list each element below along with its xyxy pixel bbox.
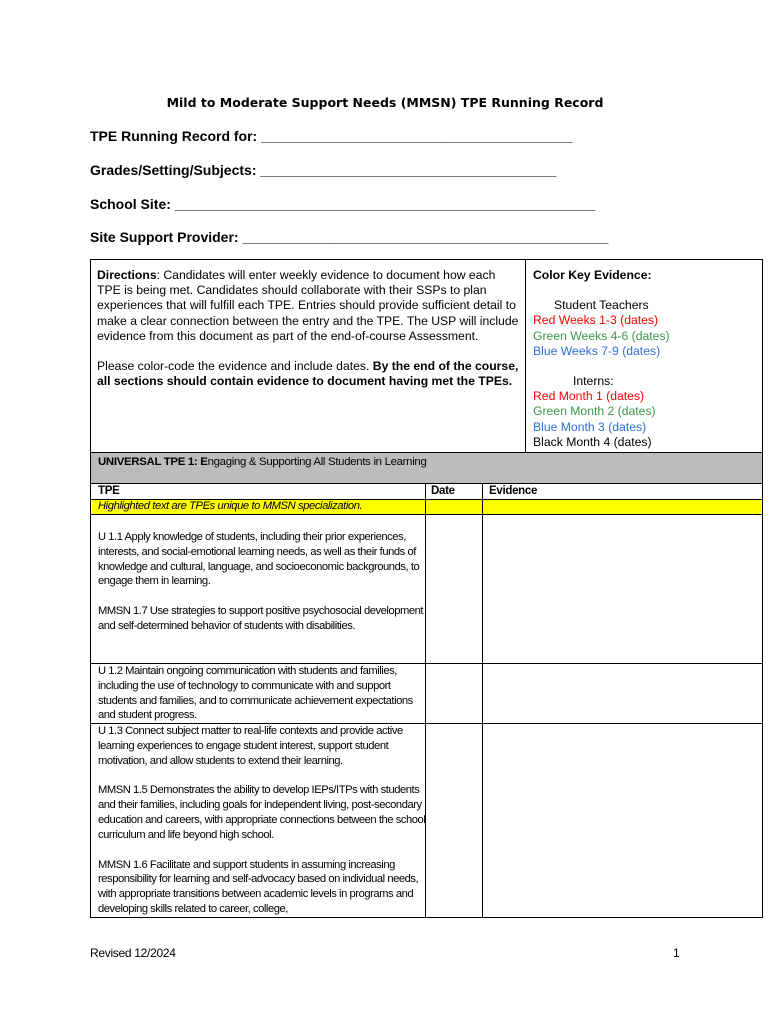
color-key-heading: Color Key Evidence: xyxy=(533,268,652,282)
directions-body: : Candidates will enter weekly evidence to document how each TPE is being met. Candidates should collaborate with their SSPs to plan experiences that will fulfill each TPE. Entries should provide sufficient detail to make a clear connection between the entry and the TPE. The USP will include evidence from this document as part of the end-of-course Assessment. xyxy=(97,268,519,343)
section-label-bold: UNIVERSAL TPE 1: E xyxy=(98,456,208,468)
tpe-item: U 1.2 Maintain ongoing communication with students and families, including the use of technology to communicate with and support students and families, and to communicate achievement expectations and student progress. xyxy=(98,665,413,722)
table-row-1-tpe xyxy=(98,530,428,634)
running-record-for-field: TPE Running Record for: ________________________________________ xyxy=(90,128,573,144)
tpe-item: MMSN 1.7 Use strategies to support positive psychosocial development and self-determined behavior of students with disabilities. xyxy=(98,605,424,632)
color-key-entry: Green Weeks 4-6 (dates) xyxy=(533,328,670,343)
grades-setting-subjects-field: Grades/Setting/Subjects: ______________________________________ xyxy=(90,162,557,178)
directions-label: Directions xyxy=(97,268,157,282)
tpe-item: U 1.3 Connect subject matter to real-life contexts and provide active learning experiences to engage student interest, support student motivation, and allow students to extend their learning. xyxy=(98,725,403,767)
student-teachers-label: Student Teachers xyxy=(554,298,649,313)
color-key-entry: Blue Weeks 7-9 (dates) xyxy=(533,343,661,358)
page-number: 1 xyxy=(673,946,680,960)
end-of-course-requirement: By the end of the course, all sections should contain evidence to document having met the TPEs. xyxy=(97,359,519,389)
column-header-evidence: Evidence xyxy=(489,485,538,497)
school-site-field: School Site: ______________________________________________________ xyxy=(90,196,596,212)
table-row-2-tpe xyxy=(98,664,428,723)
color-key xyxy=(533,268,758,450)
revision-date: Revised 12/2024 xyxy=(90,946,176,960)
color-key-entry: Red Weeks 1-3 (dates) xyxy=(533,313,659,328)
color-key-entry: Green Month 2 (dates) xyxy=(533,404,656,419)
color-key-entry: Blue Month 3 (dates) xyxy=(533,419,647,434)
section-label-rest: ngaging & Supporting All Students in Learning xyxy=(207,456,427,468)
student-teachers-list xyxy=(533,313,758,359)
directions-text xyxy=(97,268,519,389)
site-support-provider-field: Site Support Provider: _______________________________________________ xyxy=(90,229,609,245)
highlight-note: Highlighted text are TPEs unique to MMSN specialization. xyxy=(98,500,363,512)
interns-list xyxy=(533,389,758,450)
tpe-item: MMSN 1.5 Demonstrates the ability to develop IEPs/ITPs with students and their families, including goals for independent living, post-secondary education and careers, with appropriate connections between the school curriculum and life beyond high school. xyxy=(98,784,426,841)
directions-divider xyxy=(525,260,526,452)
tpe-item: U 1.1 Apply knowledge of students, including their prior experiences, interests, and social-emotional learning needs, as well as their funds of knowledge and cultural, language, and socioeconomic backgrounds, to engage them in learning. xyxy=(98,531,420,588)
column-header-date: Date xyxy=(431,485,455,497)
directions-box xyxy=(90,259,763,453)
row-divider xyxy=(91,499,762,500)
color-key-entry: Red Month 1 (dates) xyxy=(533,389,645,404)
section-header xyxy=(91,453,762,484)
table-row-3-tpe xyxy=(98,724,428,917)
interns-label: Interns: xyxy=(573,374,614,389)
tpe-item: MMSN 1.6 Facilitate and support students in assuming increasing responsibility for learning and self-advocacy based on individual needs, with appropriate transitions between academic levels in programs and developing skills related to career, college, xyxy=(98,858,419,915)
column-header-tpe: TPE xyxy=(98,485,120,497)
color-key-entry: Black Month 4 (dates) xyxy=(533,434,652,449)
row-divider xyxy=(91,514,762,515)
color-code-instruction: Please color-code the evidence and include dates. xyxy=(97,359,373,374)
column-divider xyxy=(482,484,483,917)
tpe-table xyxy=(90,453,763,918)
document-title: Mild to Moderate Support Needs (MMSN) TPE Running Record xyxy=(166,95,604,110)
